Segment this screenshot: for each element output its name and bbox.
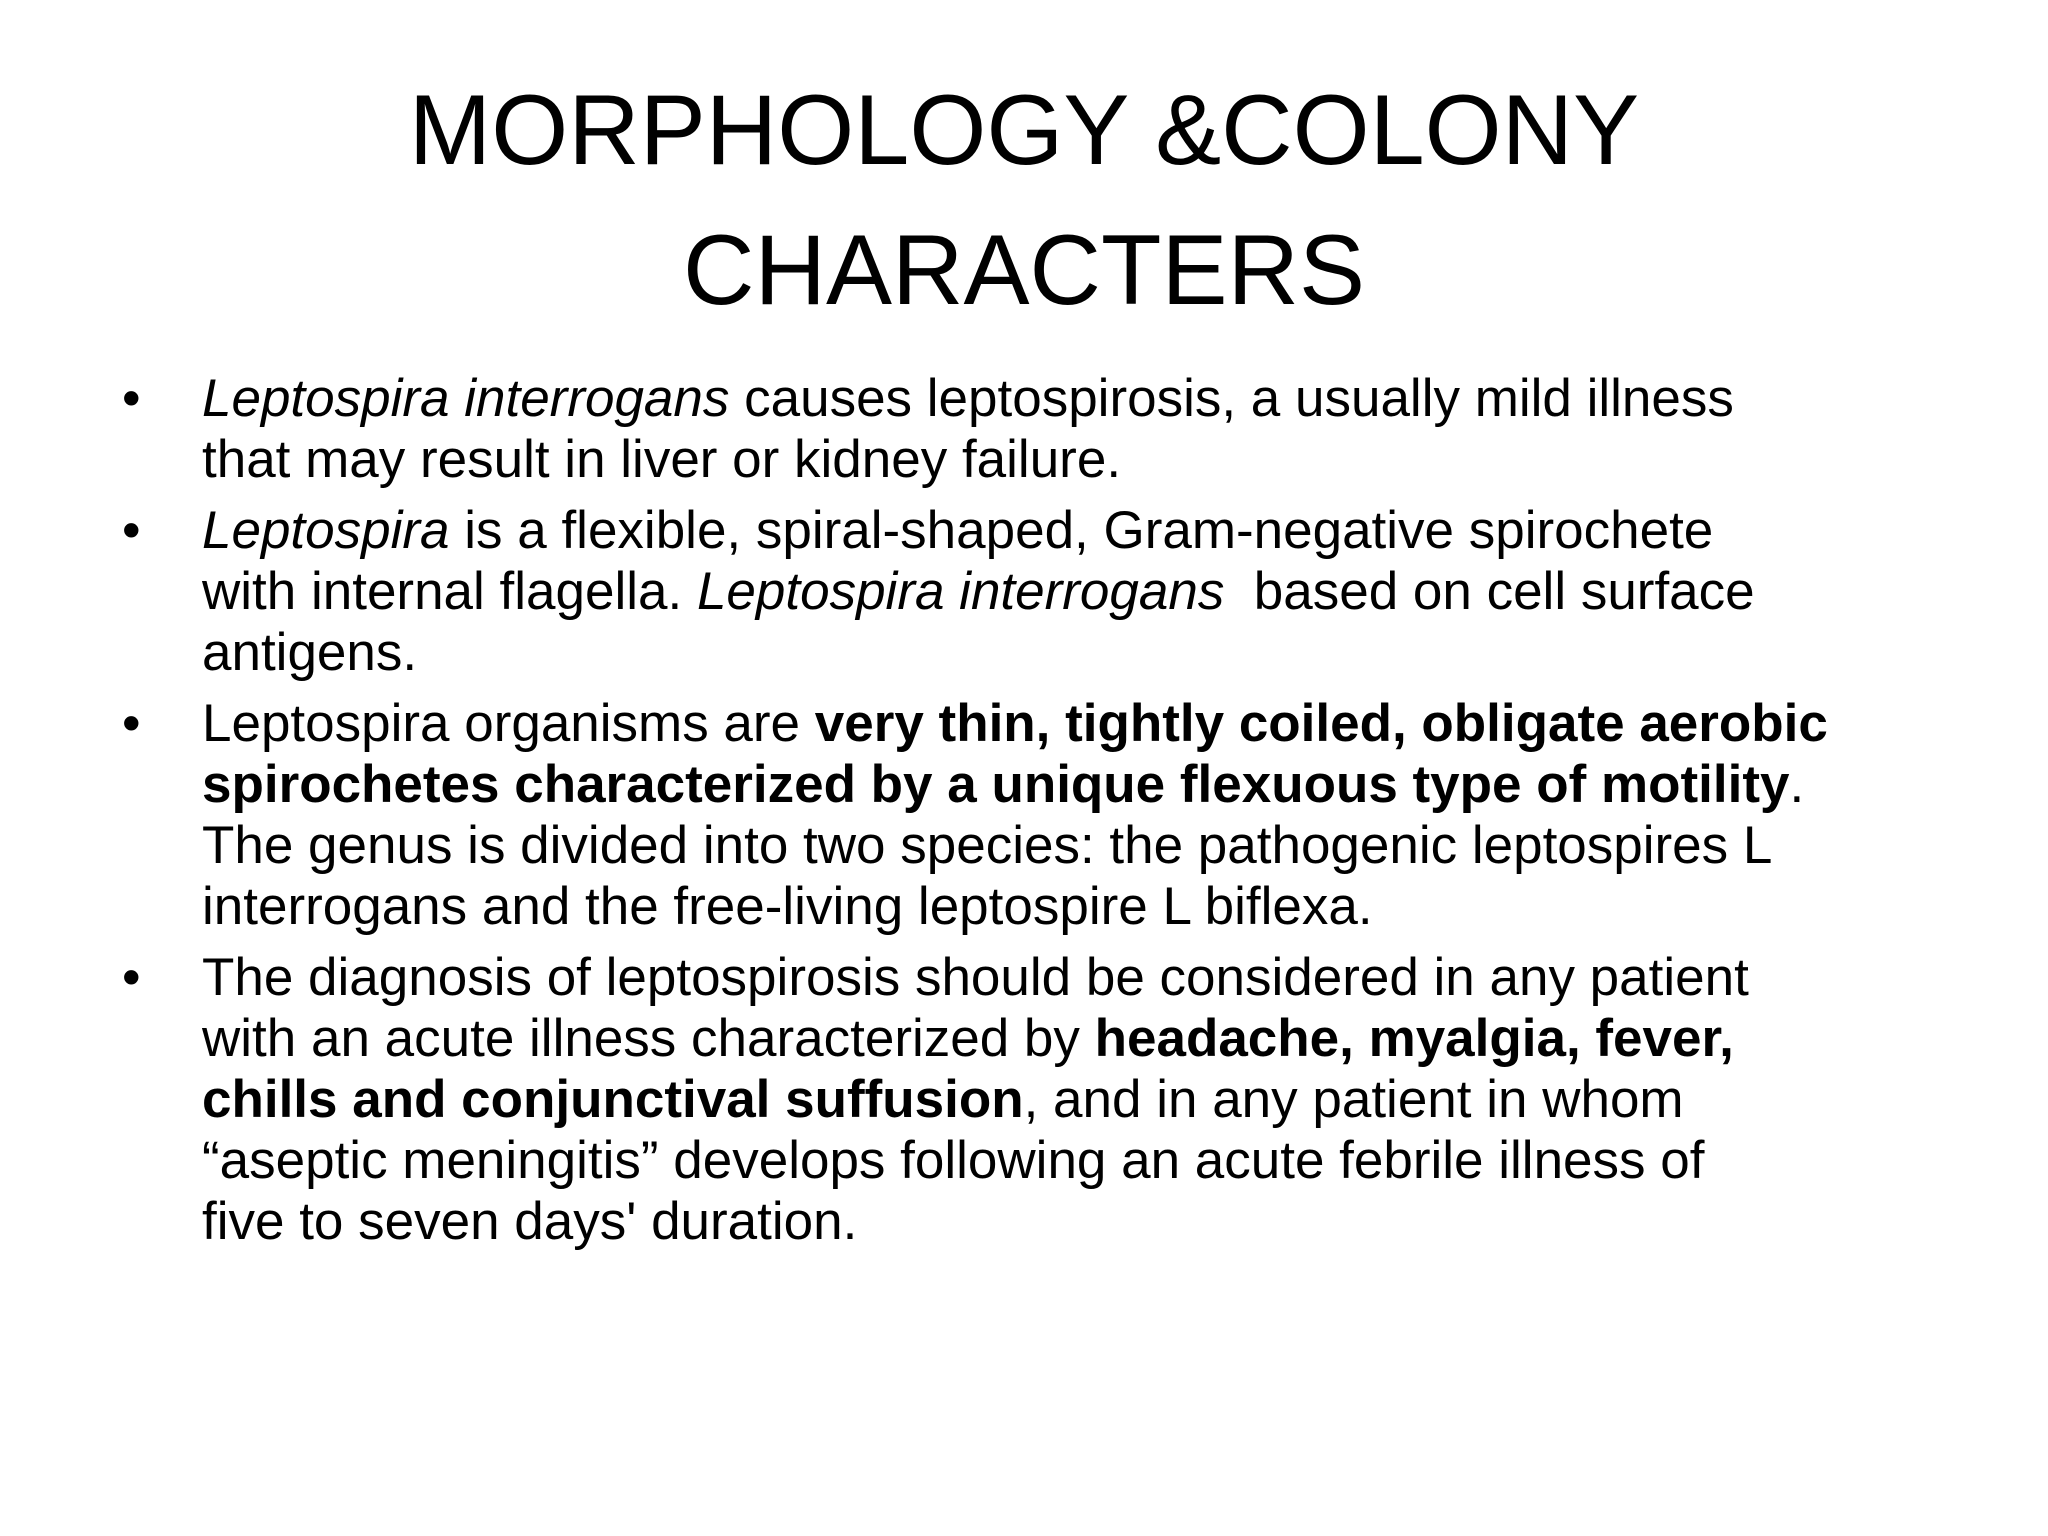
bullet-dot-icon: • bbox=[122, 369, 141, 428]
bullet-line bbox=[202, 754, 1988, 815]
bullet-line bbox=[202, 1191, 1988, 1252]
text-segment: spirochetes characterized by a unique flexuous type of motility bbox=[202, 755, 1790, 814]
text-segment: that may result in liver or kidney failure. bbox=[202, 430, 1122, 489]
bullet-line bbox=[202, 693, 1988, 754]
text-segment: Leptospira interrogans bbox=[696, 562, 1225, 621]
bullet-line bbox=[202, 1130, 1988, 1191]
bullet-item bbox=[0, 500, 2048, 683]
text-segment: The diagnosis of leptospirosis should be considered in any patient bbox=[202, 948, 1749, 1007]
text-segment: headache, myalgia, fever, bbox=[1094, 1009, 1734, 1068]
bullet-item bbox=[0, 693, 2048, 937]
text-segment: five to seven days' duration. bbox=[202, 1192, 858, 1251]
bullet-line bbox=[202, 1069, 1988, 1130]
text-segment: is a flexible, spiral-shaped, Gram-negative spirochete bbox=[449, 501, 1714, 560]
bullet-line bbox=[202, 876, 1988, 937]
text-segment: , and in any patient in whom bbox=[1023, 1070, 1684, 1129]
text-segment: with internal flagella. bbox=[202, 562, 697, 621]
bullet-line bbox=[202, 947, 1988, 1008]
text-segment: Leptospira organisms are bbox=[202, 694, 815, 753]
text-segment: very thin, tightly coiled, obligate aerobic bbox=[814, 694, 1828, 753]
text-segment: antigens. bbox=[202, 623, 418, 682]
text-segment: with an acute illness characterized by bbox=[202, 1009, 1095, 1068]
slide-title bbox=[240, 60, 1808, 340]
text-segment: causes leptospirosis, a usually mild illness bbox=[729, 369, 1734, 428]
slide-title-line-2: CHARACTERS bbox=[682, 214, 1366, 325]
bullet-dot-icon: • bbox=[122, 501, 141, 560]
bullet-list bbox=[0, 368, 2048, 1262]
text-segment: Leptospira interrogans bbox=[202, 369, 730, 428]
bullet-dot-icon: • bbox=[122, 694, 141, 753]
bullet-item bbox=[0, 368, 2048, 490]
bullet-line bbox=[202, 815, 1988, 876]
bullet-line bbox=[202, 561, 1988, 622]
bullet-line bbox=[202, 429, 1988, 490]
text-segment: chills and conjunctival suffusion bbox=[202, 1070, 1024, 1129]
text-segment: The genus is divided into two species: the pathogenic leptospires L bbox=[202, 816, 1773, 875]
bullet-line bbox=[202, 500, 1988, 561]
slide-title-line-1: MORPHOLOGY &COLONY bbox=[408, 74, 1640, 185]
bullet-item bbox=[0, 947, 2048, 1252]
bullet-line bbox=[202, 1008, 1988, 1069]
text-segment: based on cell surface bbox=[1224, 562, 1755, 621]
text-segment: interrogans and the free-living leptospire L biflexa. bbox=[202, 877, 1373, 936]
text-segment: Leptospira bbox=[202, 501, 450, 560]
bullet-line bbox=[202, 368, 1988, 429]
bullet-dot-icon: • bbox=[122, 948, 141, 1007]
bullet-line bbox=[202, 622, 1988, 683]
text-segment: “aseptic meningitis” develops following an acute febrile illness of bbox=[202, 1131, 1705, 1190]
text-segment: . bbox=[1789, 755, 1805, 814]
